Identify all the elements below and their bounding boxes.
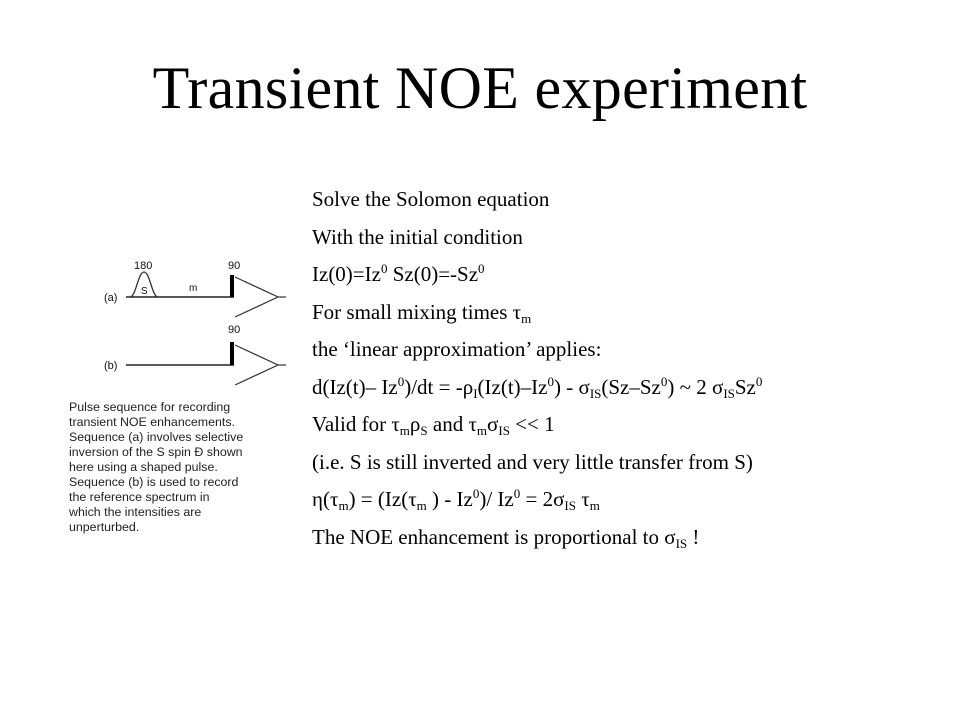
line-small-mixing: For small mixing times $\tau_m$ [312, 299, 532, 326]
caption-line: here using a shaped pulse. [69, 460, 218, 474]
caption-line: the reference spectrum in [69, 490, 210, 504]
shaped-pulse-label: S [141, 286, 148, 297]
pulse-sequence-figure [64, 248, 304, 558]
caption-line: Sequence (b) is used to record [69, 475, 239, 489]
line-validity: Valid for $\tau_m\rho_S$ and $\tau_m\sigma_{IS} << 1$ [312, 412, 555, 438]
pulse-sequence-diagram [64, 248, 304, 398]
line-noe-proportional: The NOE enhancement is proportional to $\sigma_{IS}$ ! [312, 524, 700, 551]
line-rate-equation: d(Iz(t)– $Iz^0)/dt = -\rho_I(Iz(t)-Iz^0) - \sigma_{IS}(Sz-Sz^0)$ ~ 2 $\sigma_{IS}Sz^0$ [312, 373, 763, 401]
line-linear-approx: the ‘linear approximation’ applies: [312, 337, 602, 361]
pulse-90-label-b: 90 [228, 324, 241, 336]
slide-body [312, 181, 952, 556]
seq-b-label: (b) [104, 360, 118, 372]
line-initial-values: $Iz(0)=Iz^0$ $Sz(0)=-Sz^0$ [312, 261, 485, 286]
pulse-90-bar-a [230, 275, 234, 297]
pulse-90-label-a: 90 [228, 260, 241, 272]
caption-line: unperturbed. [69, 520, 140, 534]
line-eta-equation: $\eta(\tau_m) = (Iz(\tau_m$ ) - Iz$^0$)/ $Iz^0 = 2\sigma_{IS}$ $\tau_m$ [312, 486, 600, 513]
line-solve-solomon: Solve the Solomon equation [312, 187, 550, 211]
line-ie-note: (i.e. S is still inverted and very little transfer from S) [312, 449, 753, 474]
line-initial-condition: With the initial condition [312, 224, 523, 249]
mixing-time-label: m [189, 283, 198, 294]
fid-b [235, 345, 278, 385]
caption-line: Pulse sequence for recording [69, 400, 231, 414]
pulse-90-bar-b [230, 342, 234, 365]
caption-line: transient NOE enhancements. [69, 415, 235, 429]
caption-line: Sequence (a) involves selective [69, 430, 244, 444]
slide-title: Transient NOE experiment [152, 55, 808, 121]
caption-line: which the intensities are [69, 505, 202, 519]
caption-line: inversion of the S spin Ð shown [69, 445, 243, 459]
pulse-180-label: 180 [134, 260, 153, 272]
seq-a-label: (a) [104, 292, 118, 304]
figure-caption [69, 400, 305, 535]
fid-a [235, 277, 278, 317]
